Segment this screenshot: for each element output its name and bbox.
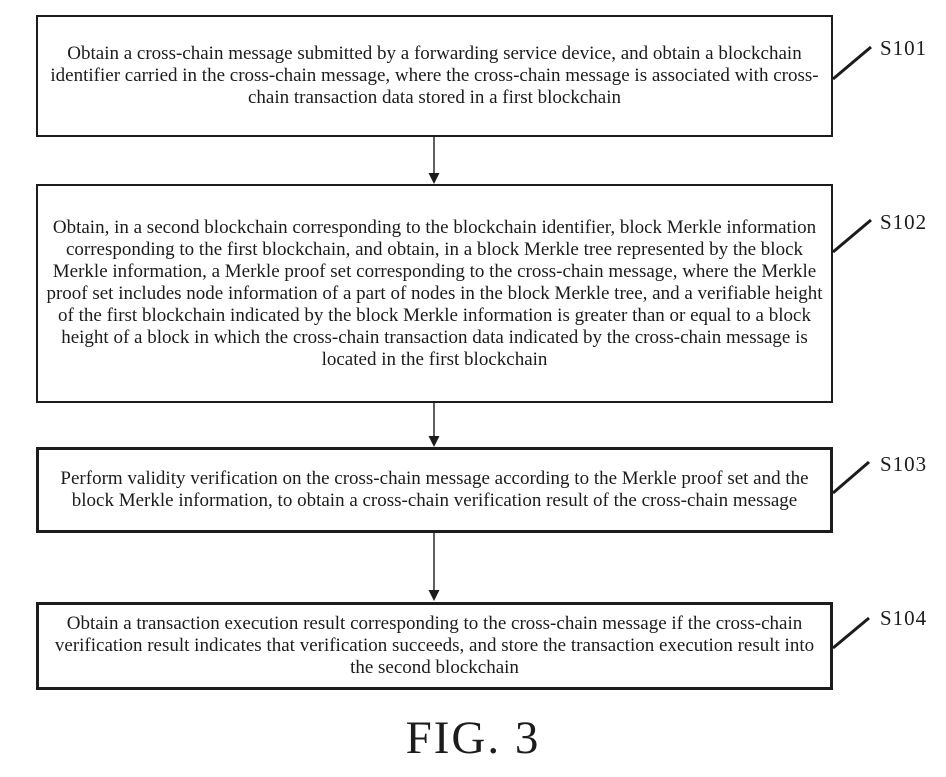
flow-step-text-s104: Obtain a transaction execution result corresponding to the cross-chain message if the cross-chain verification result indicates that verification succeeds, and store the transaction execution result into the second blockchain xyxy=(54,613,815,678)
flow-step-text-s101: Obtain a cross-chain message submitted by a forwarding service device, and obtain a blockchain identifier carried in the cross-chain message, where the cross-chain message is associated with cross-chain transaction data stored in a first blockchain xyxy=(50,43,819,108)
figure-caption: FIG. 3 xyxy=(405,712,541,764)
step-label-s102: S102 xyxy=(880,210,928,234)
step-label-s101: S101 xyxy=(880,36,928,60)
arrow-step3-to-step4 xyxy=(429,533,440,601)
step-label-s103: S103 xyxy=(880,452,928,476)
leader-line-s104 xyxy=(833,618,869,648)
flow-step-box-s102 xyxy=(36,184,833,403)
arrow-step2-to-step3 xyxy=(429,403,440,447)
flow-step-box-s103 xyxy=(36,447,833,533)
leader-line-s102 xyxy=(833,220,871,252)
flow-step-box-s104 xyxy=(36,602,833,690)
arrow-step1-to-step2 xyxy=(429,137,440,184)
flow-step-box-s101 xyxy=(36,15,833,137)
flow-step-text-s102: Obtain, in a second blockchain corresponding to the blockchain identifier, block Merkle information corresponding to the first blockchain, and obtain, in a block Merkle tree represented by the block Merkle information, a Merkle proof set corresponding to the cross-chain message, where the Merkle proof set includes node information of a part of nodes in the block Merkle tree, and a verifiable height of the first blockchain indicated by the block Merkle information is greater than or equal to a block height of a block in which the cross-chain transaction data indicated by the cross-chain message is located in the first blockchain xyxy=(46,216,823,370)
leader-line-s101 xyxy=(833,47,871,79)
leader-line-s103 xyxy=(833,462,869,493)
flow-step-text-s103: Perform validity verification on the cross-chain message according to the Merkle proof set and the block Merkle information, to obtain a cross-chain verification result of the cross-chain message xyxy=(60,468,809,511)
step-label-s104: S104 xyxy=(880,606,928,630)
